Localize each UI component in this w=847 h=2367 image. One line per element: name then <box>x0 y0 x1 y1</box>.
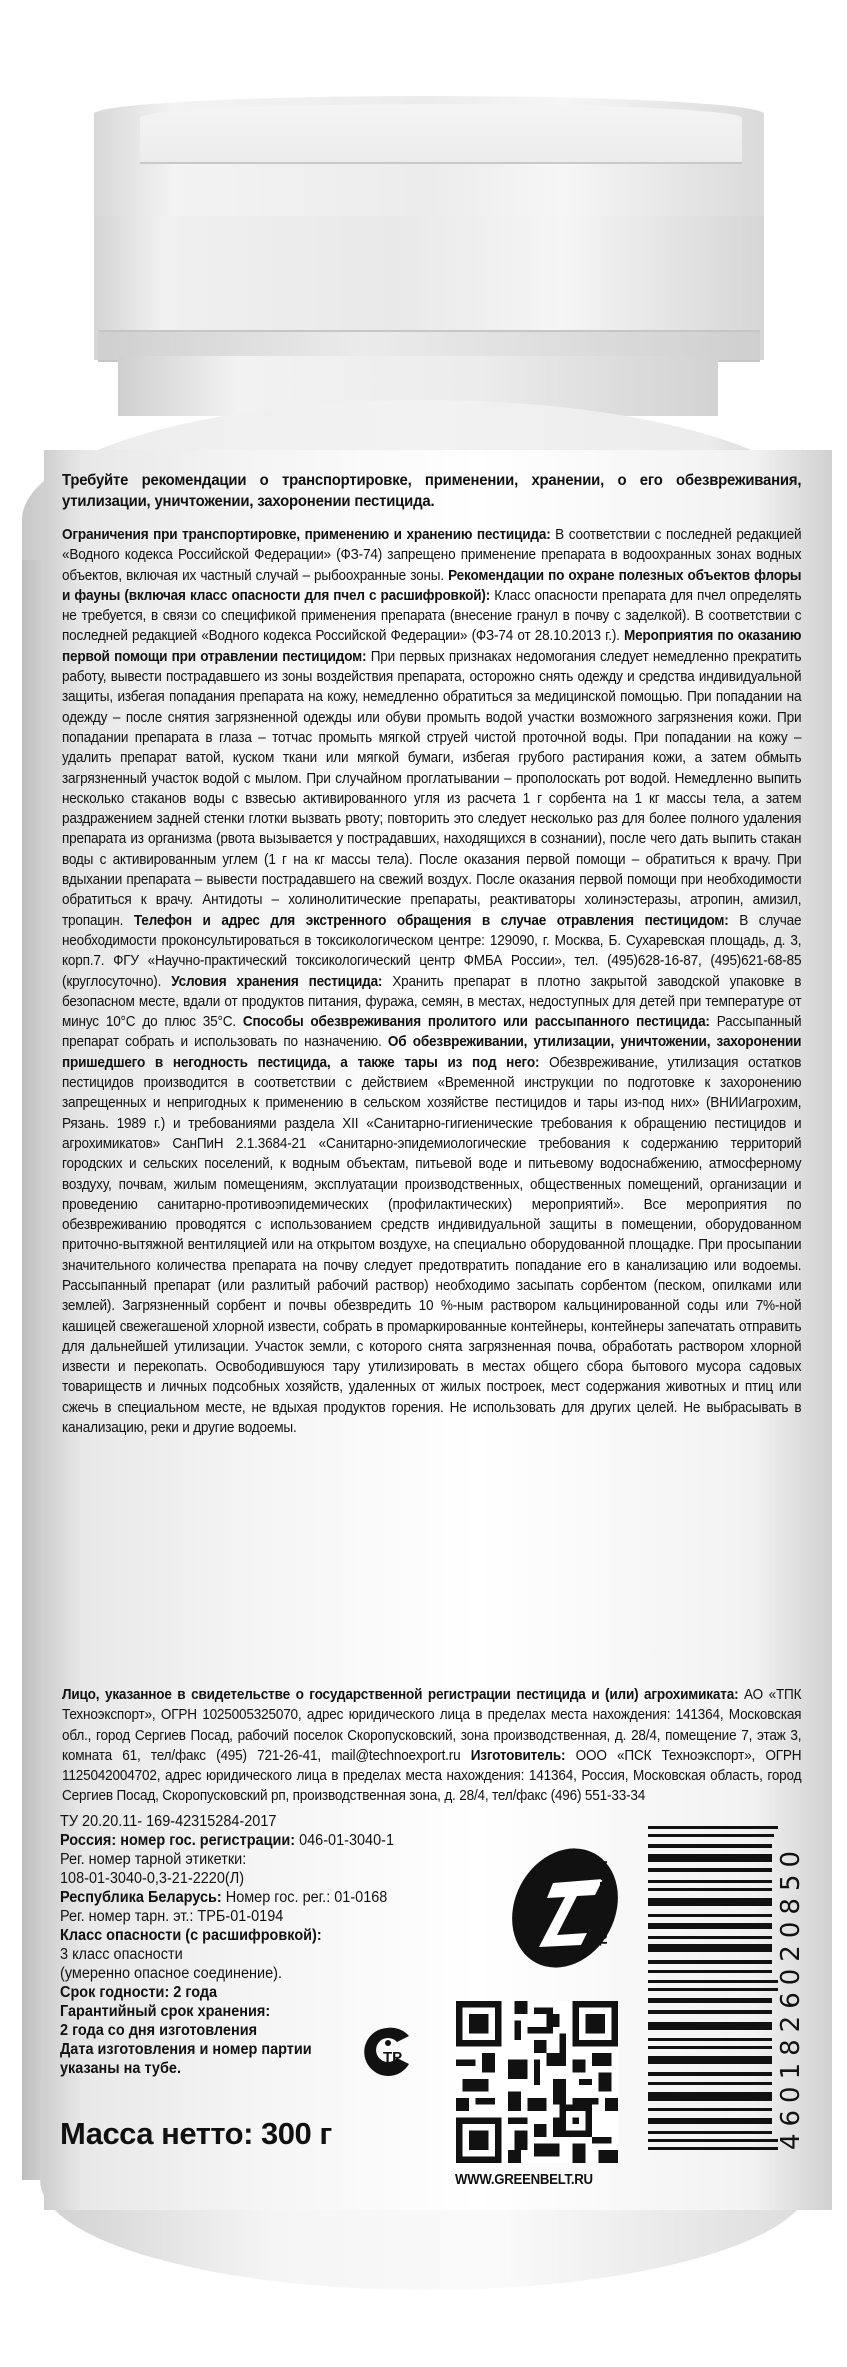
barcode-digits: 4601826020850 <box>776 1843 807 2151</box>
guarantee-label: Гарантийный срок хранения: <box>60 2003 271 2020</box>
tare-label-number: 108-01-3040-0,3-21-2220(Л) <box>60 1870 245 1887</box>
section-text: Хранить препарат в плотно закрытой заводской упаковке в безопасном месте, вдали от продуктов питания, фуража, семян, в местах, недоступных для детей при температуре от минус 10°С до плюс 35°С. <box>62 973 802 1031</box>
tu-number: ТУ 20.20.11- 169-42315284-2017 <box>60 1813 277 1830</box>
section-heading: Мероприятия по оказанию первой помощи при отравлении пестицидом: <box>62 628 802 665</box>
batch-info-line2: указаны на тубе. <box>60 2060 181 2077</box>
hazard-description: (умеренно опасное соединение). <box>60 1965 282 1982</box>
belarus-registration: Республика Беларусь: Номер гос. рег.: 01-0168 <box>60 1889 388 1906</box>
tare-label-title: Рег. номер тарной этикетки: <box>60 1851 247 1868</box>
section-heading: Способы обезвреживания пролитого или рассыпанного пестицида: <box>242 1014 710 1031</box>
website-link[interactable]: WWW.GREENBELT.RU <box>455 2171 593 2188</box>
hazard-label: Класс опасности (с расшифровкой): <box>60 1927 322 1944</box>
russia-registration: Россия: номер гос. регистрации: 046-01-3040-1 <box>60 1832 395 1849</box>
section-text: Класс опасности препарата для пчел определять не требуется, в связи со спецификой применения препарата (внесение гранул в почву с заделкой). В соответствии с последней редакцией «Водного кодекса Российской Федерации» (ФЗ-74 от 28.10.2013 г.). <box>62 587 802 645</box>
section-text: В случае необходимости проконсультироваться в токсикологическом центре: 129090, г. Москва, Б. Сухаревская площадь, д. 3, корп.7. ФГУ «Научно-практический токсикологический центр ФМБА России», тел. (495)628-16-87, (495)621-68-85 (круглосуточно). <box>62 912 802 990</box>
jar-lid-rim <box>140 104 742 164</box>
batch-info-line1: Дата изготовления и номер партии <box>60 2041 312 2058</box>
lead-text: Требуйте рекомендации о транспортировке, применении, хранении, о его обезвреживания, утилизации, уничтожении, захоронении пестицида. <box>62 472 802 510</box>
eac-certification-icon <box>357 2024 423 2080</box>
section-heading: Условия хранения пестицида: <box>171 973 383 990</box>
hazard-class: 3 класс опасности <box>60 1946 183 1963</box>
registrant-paragraph <box>62 1685 801 1807</box>
net-mass: Масса нетто: 300 г <box>60 2116 332 2151</box>
registrant-text: АО «ТПК Техноэкспорт», ОГРН 1025005325070, адрес юридического лица в пределах места нахождения: 141364, Московская обл., город Сергиев Посад, рабочий поселок Скоропусковский, зона производственная, д. 28/4, помещение 7, этаж 3, комната 61, тел/факс (495) 721-26-41, mail@technoexport.ru <box>62 1687 802 1764</box>
instructions-paragraph <box>62 525 801 1438</box>
shelf-life: Срок годности: 2 года <box>60 1984 218 2001</box>
manufacturer-heading: Изготовитель: <box>470 1747 566 1764</box>
section-text: Рассыпанный препарат собрать и использовать по назначению. <box>62 1014 802 1051</box>
section-text: Обезвреживание, утилизация остатков пестицидов производится в соответствии с действием «Временной инструкции по подготовке к захоронению запрещенных и непригодных к применению в сельском хозяйстве пестицидов и тары из-под них» (ВНИИагрохим, Рязань. 1989 г.) и требованиями раздела XII «Санитарно-гигиенические требования к обращению пестицидов и агрохимикатов» СанПиН 2.1.3684-21 «Санитарно-эпидемиологические требования к содержанию территорий городских и сельских поселений, к водным объектам, питьевой воде и питьевому водоснабжению, атмосферному воздуху, почвам, жилым помещениям, эксплуатации производственных, общественных помещений, организации и проведению санитарно-противоэпидемических (профилактических) мероприятий». Все мероприятия по обезвреживанию проводятся с использованием средств индивидуальной защиты в помещении, оборудованном приточно-вытяжной вентиляцией или на открытом воздухе, на специально оборудованной площадке. При просыпании значительного количества препарата на почву следует предотвратить попадание его в канализацию или водоемы. Рассыпанный препарат (или разлитый рабочий раствор) необходимо засыпать сорбентом (песком, опилками или землей). Загрязненный сорбент и почвы обезвредить 10 %-ным раствором кальцинированной соды или 7%-ной кашицей свежегашеной хлорной извести, собрать в промаркированные контейнеры, контейнеры запечатать отправить для дальнейшей утилизации. Участок земли, с которого снята загрязненная почва, обработать раствором хлорной извести и перекопать. Освободившуюся тару утилизировать в местах общего сбора бытового мусора садовых товариществ и личных подсобных хозяйств, удаленных от жилых построек, мест содержания животных и птиц или сжечь в специальном месте, не вдыхая продуктов горения. Не использовать для других целей. Не выбрасывать в канализацию, реки и другие водоемы. <box>62 1054 802 1437</box>
belarus-tare: Рег. номер тарн. эт.: ТРБ-01-0194 <box>60 1908 284 1925</box>
manufacturer-text: ООО «ПСК Техноэкспорт», ОГРН 1125042004702, адрес юридического лица в пределах места нахождения: 141364, Россия, Московская область, город Сергиев Посад, Скоропусковский рп, производственная зона, д. 28/4, тел/факс (496) 551-33-34 <box>62 1747 802 1805</box>
qr-code[interactable] <box>456 2000 618 2164</box>
technoexport-wordmark: техноэкспорт <box>594 1859 610 1946</box>
section-heading: Рекомендации по охране полезных объектов флоры и фауны (включая класс опасности для пчел с расшифровкой): <box>62 567 802 604</box>
registrant-heading: Лицо, указанное в свидетельстве о государственной регистрации пестицида и (или) агрохимиката: <box>62 1687 739 1703</box>
ean13-barcode <box>648 1826 796 2156</box>
guarantee-value: 2 года со дня изготовления <box>60 2022 258 2039</box>
section-heading: Телефон и адрес для экстренного обращения в случае отравления пестицидом: <box>133 912 729 929</box>
section-heading: Ограничения при транспортировке, применению и хранению пестицида: <box>62 527 551 543</box>
section-text: При первых признаках недомогания следует немедленно прекратить работу, вывести пострадавшего из зоны воздействия препарата, осторожно снять одежду и средства индивидуальной защиты, избегая попадания препарата на кожу, немедленно обратиться за медицинской помощью. При попадании на одежду – после снятия загрязненной одежды или обуви промыть водой участки возможного загрязнения кожи. При попадании препарата в глаза – тотчас промыть мягкой струей чистой проточной воды. При попадании на кожу – удалить препарат ватой, куском ткани или мягкой бумаги, избегая грубого растирания кожи, а затем обмыть загрязненный участок водой с мылом. При случайном проглатывании – прополоскать рот водой. Немедленно выпить несколько стаканов воды с взвесью активированного угля из расчета 1 г сорбента на 1 кг массы тела, а затем раздражением задней стенки глотки вызвать рвоту; повторить это следует несколько раз для более полного удаления препарата из организма (рвота вызывается у пострадавших, находящихся в сознании), после чего дать выпить стакан воды с активированным углем (1 г на кг массы тела). После оказания первой помощи – обратиться к врачу. При вдыхании препарата – вывести пострадавшего на свежий воздух. После оказания первой помощи при необходимости обратиться к врачу. Антидоты – холинолитические препараты, реактиваторы холинэстеразы, атропин, амизил, тропацин. <box>62 648 802 929</box>
svg-text:ТР: ТР <box>383 2049 403 2066</box>
section-heading: Об обезвреживании, утилизации, уничтожении, захоронении пришедшего в негодность пестицида, а также тары из под него: <box>62 1034 802 1071</box>
section-text: В соответствии с последней редакцией «Водного кодекса Российской Федерации» (ФЗ-74) запрещено применение препарата в водоохранных зонах водных объектов, включая их частный случай – рыбоохранные зоны. <box>62 527 802 584</box>
